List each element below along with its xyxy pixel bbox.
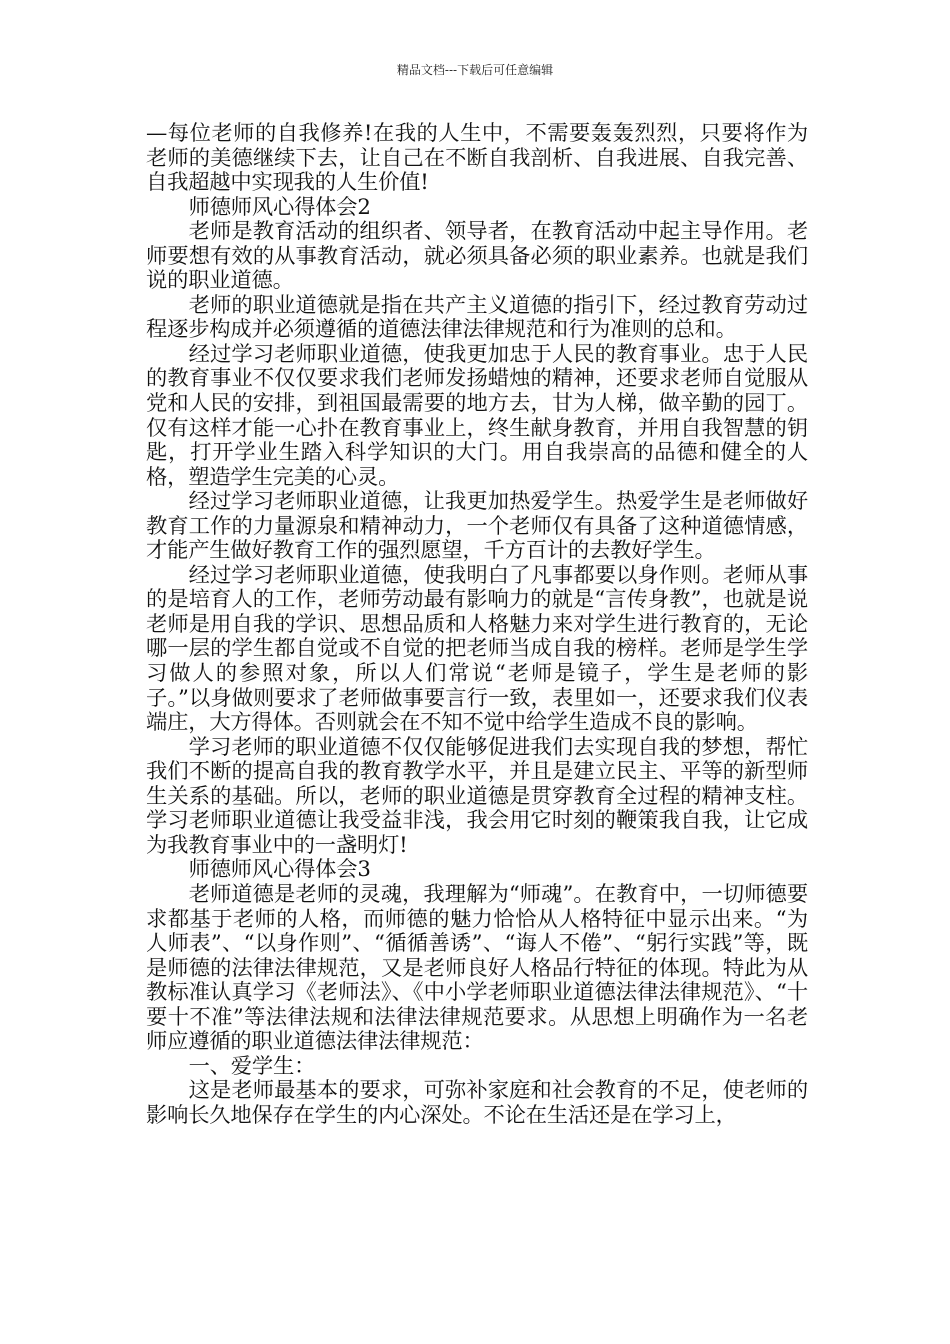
paragraph: 经过学习老师职业道德，使我明白了凡事都要以身作则。老师从事的是培育人的工作，老师劳动最有影响力的就是“言传身教”，也就是说老师是用自我的学识、思想品质和人格魅力来对学生进行教育的，无论哪一层的学生都自觉或不自觉的把老师当成自我的榜样。老师是学生学习做人的参照对象，所以人们常说“老师是镜子，学生是老师的影子。”以身做则要求了老师做事要言行一致，表里如一，还要求我们仪表端庄，大方得体。否则就会在不知不觉中给学生造成不良的影响。 [146, 562, 808, 736]
paragraph: 老师的职业道德就是指在共产主义道德的指引下，经过教育劳动过程逐步构成并必须遵循的道德法律法律规范和行为准则的总和。 [146, 292, 808, 343]
page-header: 精品文档---下载后可任意编辑 [396, 63, 554, 77]
paragraph: 老师道德是老师的灵魂，我理解为“师魂”。在教育中，一切师德要求都基于老师的人格，而师德的魅力恰恰从人格特征中显示出来。“为人师表”、“以身作则”、“循循善诱”、“诲人不倦”、“躬行实践”等，既是师德的法律法律规范，又是老师良好人格品行特征的体现。特此为从教标准认真学习《老师法》、《中小学老师职业道德法律法律规范》、“十要十不准”等法律法规和法律法律规范要求。从思想上明确作为一名老师应遵循的职业道德法律法律规范： [146, 881, 808, 1055]
section-heading: 师德师风心得体会3 [188, 857, 371, 883]
paragraph: —每位老师的自我修养!在我的人生中，不需要轰轰烈烈，只要将作为老师的美德继续下去，让自己在不断自我剖析、自我进展、自我完善、自我超越中实现我的人生价值! [146, 121, 808, 196]
paragraph: 这是老师最基本的要求，可弥补家庭和社会教育的不足，使老师的影响长久地保存在学生的内心深处。不论在生活还是在学习上， [146, 1078, 808, 1128]
document-body [146, 122, 808, 1128]
paragraph: 经过学习老师职业道德，让我更加热爱学生。热爱学生是老师做好教育工作的力量源泉和精神动力，一个老师仅有具备了这种道德情感，才能产生做好教育工作的强烈愿望，千方百计的去教好学生。 [146, 489, 808, 564]
paragraph: 经过学习老师职业道德，使我更加忠于人民的教育事业。忠于人民的教育事业不仅仅要求我们老师发扬蜡烛的精神，还要求老师自觉服从党和人民的安排，到祖国最需要的地方去，甘为人梯，做辛勤的园丁。仅有这样才能一心扑在教育事业上，终生献身教育，并用自我智慧的钥匙，打开学业生踏入科学知识的大门。用自我崇高的品德和健全的人格，塑造学生完美的心灵。 [146, 341, 808, 490]
paragraph: 老师是教育活动的组织者、领导者，在教育活动中起主导作用。老师要想有效的从事教育活动，就必须具备必须的职业素养。也就是我们说的职业道德。 [146, 219, 808, 294]
subsection-heading: 一、爱学生： [188, 1053, 316, 1079]
paragraph: 学习老师的职业道德不仅仅能够促进我们去实现自我的梦想，帮忙我们不断的提高自我的教育教学水平，并且是建立民主、平等的新型师生关系的基础。所以，老师的职业道德是贯穿教育全过程的精神支柱。学习老师职业道德让我受益非浅，我会用它时刻的鞭策我自我，让它成为我教育事业中的一盏明灯! [146, 734, 808, 858]
section-heading: 师德师风心得体会2 [188, 194, 371, 220]
